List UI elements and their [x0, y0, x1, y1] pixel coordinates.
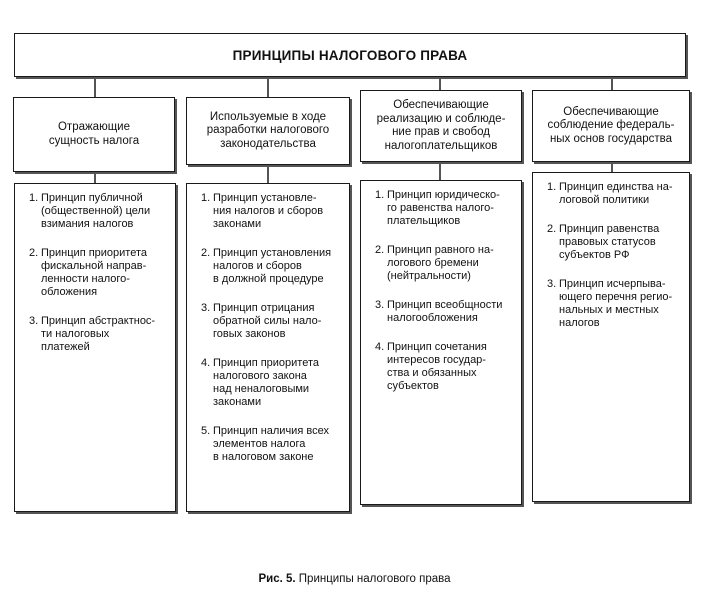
column-3-header — [360, 90, 522, 162]
column-3-header-text: Обеспечивающие реализацию и соблюде- ние прав и свобод налогоплательщиков — [376, 99, 506, 152]
column-3-principles — [360, 180, 522, 505]
principle-item: 4. Принцип приоритета налогового закона над неналоговыми законами — [201, 357, 319, 408]
column-1-principles — [14, 183, 176, 512]
column-4-header-text: Обеспечивающие соблюдение федераль- ных основ государства — [547, 105, 675, 145]
figure-number: Рис. 5. — [258, 573, 296, 585]
diagram-title: ПРИНЦИПЫ НАЛОГОВОГО ПРАВА — [232, 47, 468, 63]
diagram-title-box — [14, 33, 686, 77]
principle-item: 1. Принцип публичной (общественной) цели взимания налогов — [29, 192, 151, 230]
principle-item: 1. Принцип единства на- логовой политики — [547, 181, 673, 206]
principle-item: 2. Принцип равного на- логового бремени (нейтральности) — [375, 244, 494, 282]
principle-item: 3. Принцип исчерпыва- ющего перечня регио- нальных и местных налогов — [547, 278, 673, 329]
figure-caption-text: Принципы налогового права — [298, 573, 451, 585]
principle-item: 2. Принцип равенства правовых статусов субъектов РФ — [547, 223, 660, 261]
principle-item: 3. Принцип абстрактнос- ти налоговых платежей — [29, 315, 156, 353]
column-2-header — [186, 97, 350, 165]
column-1-header — [13, 97, 175, 172]
principle-item: 3. Принцип отрицания обратной силы нало- говых законов — [201, 302, 322, 340]
principle-item: 1. Принцип юридическо- го равенства налого- плательщиков — [375, 189, 500, 227]
principle-item: 2. Принцип приоритета фискальной направ- ленности налого- обложения — [29, 247, 147, 298]
column-1-header-text: Отражающие сущность налога — [48, 121, 140, 147]
principle-item: 5. Принцип наличия всех элементов налога в налоговом законе — [201, 425, 329, 463]
principle-item: 1. Принцип установле- ния налогов и сборов законами — [201, 192, 324, 230]
principle-item: 4. Принцип сочетания интересов государ- ства и обязанных субъектов — [375, 341, 487, 392]
figure-caption — [0, 573, 709, 585]
column-2-header-text: Используемые в ходе разработки налогового законодательства — [206, 110, 330, 150]
column-2-principles — [186, 183, 350, 512]
principle-item: 3. Принцип всеобщности налогообложения — [375, 299, 503, 324]
column-4-header — [532, 90, 690, 162]
column-4-principles — [532, 172, 690, 502]
principle-item: 2. Принцип установления налогов и сборов в должной процедуре — [201, 247, 332, 285]
